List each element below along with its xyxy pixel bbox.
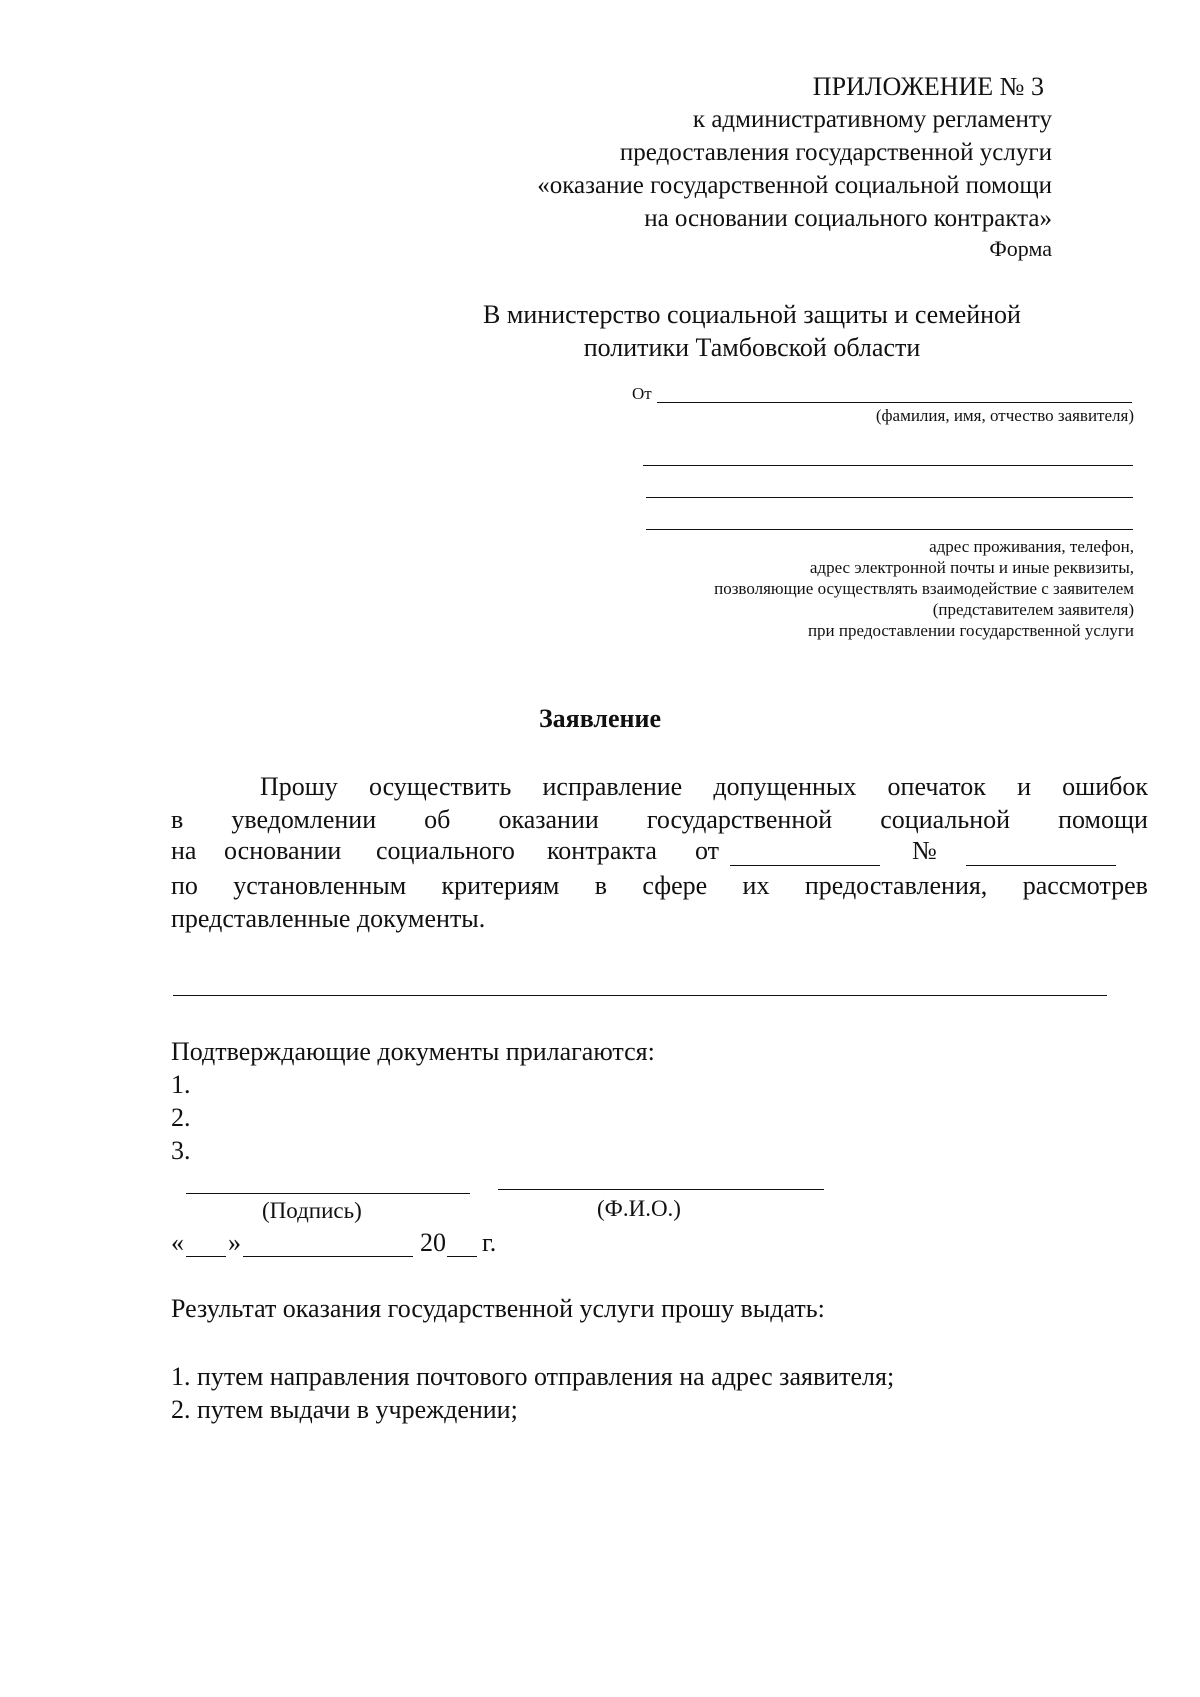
full-name-line[interactable] — [498, 1189, 824, 1190]
date-year-suffix: г. — [482, 1228, 497, 1257]
body-word: основании — [224, 836, 342, 865]
from-label: От — [632, 384, 652, 403]
body-word: контракта — [547, 836, 657, 865]
number-sign: № — [912, 836, 937, 865]
result-option-1: 1. путем направления почтового отправления на адрес заявителя; — [171, 1362, 895, 1391]
body-word: от — [695, 836, 720, 865]
body-word: их — [742, 871, 770, 900]
body-word: помощи — [1058, 805, 1148, 834]
signature-line[interactable] — [186, 1193, 470, 1194]
body-word: допущенных — [713, 772, 857, 801]
body-word: опечаток — [887, 772, 986, 801]
body-word: в — [594, 871, 607, 900]
attachments-heading: Подтверждающие документы прилагаются: — [171, 1037, 655, 1066]
body-line-4 — [171, 869, 1148, 902]
from-name-caption: (фамилия, имя, отчество заявителя) — [875, 406, 1134, 425]
appendix-line-1: к административному регламенту — [692, 106, 1052, 133]
body-line-1 — [260, 770, 1148, 803]
date-year-prefix: 20 — [420, 1228, 446, 1257]
date-day-field[interactable] — [186, 1256, 226, 1257]
body-word: сфере — [642, 871, 708, 900]
free-text-line[interactable] — [173, 995, 1107, 996]
date-month-field[interactable] — [243, 1256, 413, 1257]
body-word: исправление — [542, 772, 683, 801]
full-name-caption: (Ф.И.О.) — [597, 1196, 681, 1221]
body-word: социальной — [880, 805, 1011, 834]
addressee-line-1: В министерство социальной защиты и семейной — [483, 300, 1021, 329]
attachment-item-3: 3. — [171, 1136, 191, 1165]
contacts-caption-line-1: адрес проживания, телефон, — [929, 537, 1134, 556]
contract-number-field[interactable] — [966, 865, 1116, 866]
body-word: об — [424, 805, 451, 834]
date-quote-open: « — [171, 1228, 184, 1257]
form-label: Форма — [989, 236, 1052, 261]
body-word: и — [1017, 772, 1032, 801]
from-name-line — [657, 402, 1132, 403]
appendix-line-3: «оказание государственной социальной помощи — [537, 172, 1052, 199]
result-option-2: 2. путем выдачи в учреждении; — [171, 1395, 518, 1424]
body-word: предоставления, — [804, 871, 988, 900]
body-word: рассмотрев — [1022, 871, 1148, 900]
document-title: Заявление — [538, 704, 662, 733]
body-word: оказании — [498, 805, 599, 834]
appendix-title: ПРИЛОЖЕНИЕ № 3 — [812, 72, 1044, 101]
contacts-caption-line-5: при предоставлении государственной услуги — [807, 621, 1134, 640]
body-word: осуществить — [368, 772, 512, 801]
body-word: установленным — [233, 871, 407, 900]
appendix-header — [537, 70, 1052, 263]
signature-caption: (Подпись) — [262, 1198, 362, 1223]
date-quote-close: » — [228, 1228, 241, 1257]
contract-date-field[interactable] — [730, 865, 880, 866]
body-word: уведомлении — [231, 805, 377, 834]
body-word: социального — [376, 836, 515, 865]
date-year-field[interactable] — [447, 1256, 477, 1257]
addressee-line-2: политики Тамбовской области — [583, 333, 921, 362]
contacts-caption-line-2: адрес электронной почты и иные реквизиты, — [809, 558, 1134, 577]
result-heading: Результат оказания государственной услуги прошу выдать: — [171, 1294, 825, 1323]
contact-line-3 — [646, 529, 1133, 530]
contact-line-2 — [646, 497, 1133, 498]
contacts-caption-line-4: (представителем заявителя) — [932, 600, 1134, 619]
attachment-item-2: 2. — [171, 1103, 191, 1132]
body-word: критериям — [441, 871, 560, 900]
body-line-2 — [171, 803, 1148, 836]
addressee-block — [452, 298, 1052, 364]
contacts-caption-line-3: позволяющие осуществлять взаимодействие с заявителем — [714, 579, 1134, 598]
body-word: на — [171, 836, 197, 865]
attachment-item-1: 1. — [171, 1070, 191, 1099]
contact-line-1 — [643, 465, 1133, 466]
body-word: ошибок — [1062, 772, 1148, 801]
contacts-caption — [434, 536, 1134, 641]
body-word: по — [171, 871, 198, 900]
body-word: Прошу — [260, 772, 338, 801]
body-word: в — [171, 805, 184, 834]
body-line-5: представленные документы. — [171, 904, 486, 933]
appendix-line-4: на основании социального контракта» — [644, 205, 1052, 232]
body-word: государственной — [646, 805, 833, 834]
appendix-line-2: предоставления государственной услуги — [619, 139, 1052, 166]
